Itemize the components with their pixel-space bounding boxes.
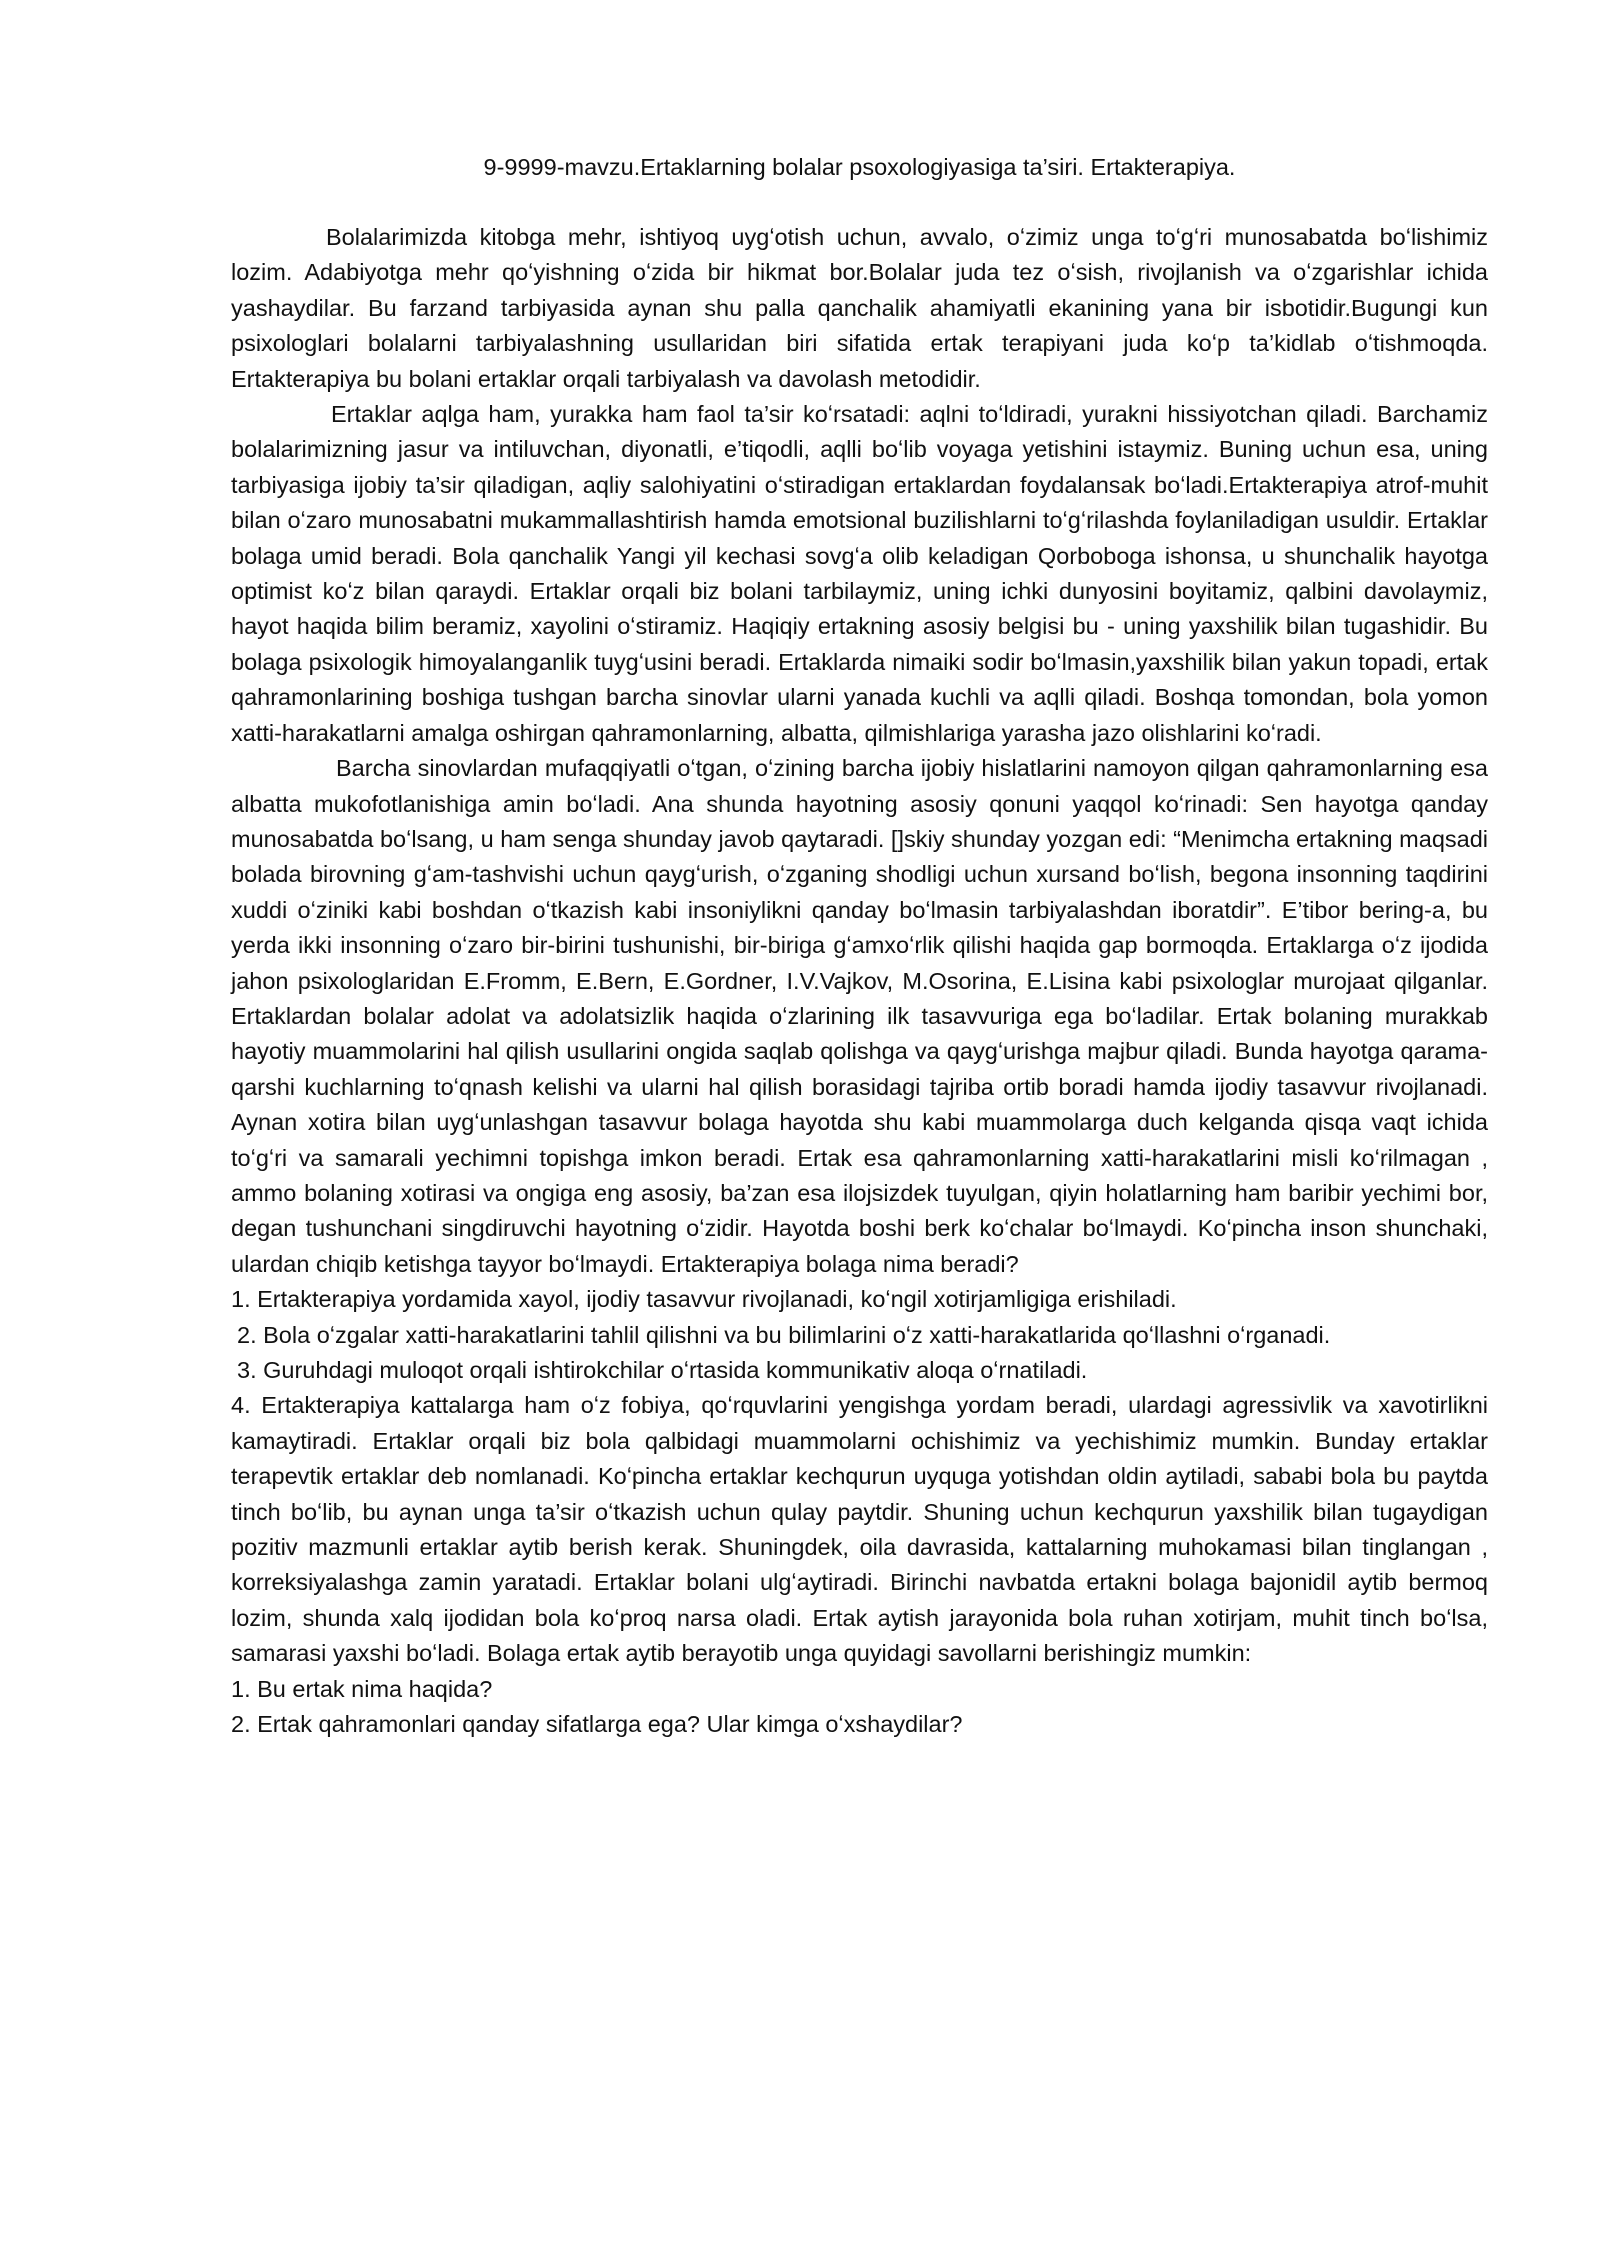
list-item-3: 3. Guruhdagi muloqot orqali ishtirokchilar oʻrtasida kommunikativ aloqa oʻrnatiladi. xyxy=(237,1357,1088,1383)
list-item-2: 2. Bola oʻzgalar xatti-harakatlarini tahlil qilishni va bu bilimlarini oʻz xatti-harakatlarida qoʻllashni oʻrganadi. xyxy=(237,1321,1331,1348)
document-title: 9-9999-mavzu.Ertaklarning bolalar psoxologiyasiga ta’siri. Ertakterapiya. xyxy=(483,154,1236,180)
question-item-2: 2. Ertak qahramonlari qanday sifatlarga ega? Ular kimga oʻxshaydilar? xyxy=(231,1711,963,1738)
question-item-1: 1. Bu ertak nima haqida? xyxy=(231,1675,493,1702)
paragraph-sinovlar: Barcha sinovlardan mufaqqiyatli oʻtgan, oʻzining barcha ijobiy hislatlarini namoyon qilgan qahramonlarning esa albatta mukofotlanishiga amin boʻladi. Ana shunda hayotning asosiy qonuni yaqqol koʻrinadi: Sen hayotga qanday munosabatda boʻlsang, u ham senga shunday javob qaytaradi. []skiy shunday yozgan edi: “Menimcha ertakning maqsadi bolada birovning gʻam-tashvishi uchun qaygʻurish, oʻzganing shodligi uchun xursand boʻlish, begona insonning taqdirini xuddi oʻziniki kabi boshdan oʻtkazish kabi insoniylikni qanday boʻlmasin tarbiyalashdan iboratdir”. E’tibor bering-a, bu yerda ikki insonning oʻzaro bir-birini tushunishi, bir-biriga gʻamxoʻrlik qilishi haqida gap bormoqda. Ertaklarga oʻz ijodida jahon psixologlaridan E.Fromm, E.Bern, E.Gordner, I.V.Vajkov, M.Osorina, E.Lisina kabi psixologlar murojaat qilganlar. Ertaklardan bolalar adolat va adolatsizlik haqida oʻzlarining ilk tasavvuriga ega boʻladilar. Ertak bolaning murakkab hayotiy muammolarini hal qilish usullarini ongida saqlab qolishga va qaygʻurishga majbur qiladi. Bunda hayotga qarama-qarshi kuchlarning toʻqnash kelishi va ularni hal qilish borasidagi tajriba ortib boradi hamda ijodiy tasavvur rivojlanadi. Aynan xotira bilan uygʻunlashgan tasavvur bolaga hayotda shu kabi muammolarga duch kelganda qisqa vaqt ichida toʻgʻri va samarali yechimni topishga imkon beradi. Ertak esa qahramonlarning xatti-harakatlarini misli koʻrilmagan , ammo bolaning xotirasi va ongiga eng asosiy, ba’zan esa ilojsizdek tuyulgan, qiyin holatlarning ham baribir yechimi bor, degan tushunchani singdiruvchi hayotning oʻzidir. Hayotda boshi berk koʻchalar boʻlmaydi. Koʻpincha inson shunchaki, ulardan chiqib ketishga tayyor boʻlmaydi. Ertakterapiya bolaga nima beradi? xyxy=(231,755,1488,1277)
paragraph-intro: Bolalarimizda kitobga mehr, ishtiyoq uygʻotish uchun, avvalo, oʻzimiz unga toʻgʻri munosabatda boʻlishimiz lozim. Adabiyotga mehr qoʻyishning oʻzida bir hikmat bor.Bolalar juda tez oʻsish, rivojlanish va oʻzgarishlar ichida yashaydilar. Bu farzand tarbiyasida aynan shu palla qanchalik ahamiyatli ekanining yana bir isbotidir.Bugungi kun psixologlari bolalarni tarbiyalashning usullaridan biri sifatida ertak terapiyani juda koʻp ta’kidlab oʻtishmoqda. Ertakterapiya bu bolani ertaklar orqali tarbiyalash va davolash metodidir. xyxy=(231,224,1488,392)
document-body xyxy=(231,150,1488,1742)
list-item-4: 4. Ertakterapiya kattalarga ham oʻz fobiya, qoʻrquvlarini yengishga yordam beradi, ulardagi agressivlik va xavotirlikni kamaytiradi. Ertaklar orqali biz bola qalbidagi muammolarni ochishimiz va yechishimiz mumkin. Bunday ertaklar terapevtik ertaklar deb nomlanadi. Koʻpincha ertaklar kechqurun uyquga yotishdan oldin aytiladi, sababi bola bu paytda tinch boʻlib, bu aynan unga ta’sir oʻtkazish uchun qulay paytdir. Shuning uchun kechqurun yaxshilik bilan tugaydigan pozitiv mazmunli ertaklar aytib berish kerak. Shuningdek, oila davrasida, kattalarning muhokamasi bilan tinglangan , korreksiyalashga zamin yaratadi. Ertaklar bolani ulgʻaytiradi. Birinchi navbatda ertakni bolaga bajonidil aytib bermoq lozim, shunda xalq ijodidan bola koʻproq narsa oladi. Ertak aytish jarayonida bola ruhan xotirjam, muhit tinch boʻlsa, samarasi yaxshi boʻladi. Bolaga ertak aytib berayotib unga quyidagi savollarni berishingiz mumkin: xyxy=(231,1392,1488,1667)
paragraph-ertaklar-tasiri: Ertaklar aqlga ham, yurakka ham faol ta’sir koʻrsatadi: aqlni toʻldiradi, yurakni hissiyotchan qiladi. Barchamiz bolalarimizning jasur va intiluvchan, diyonatli, e’tiqodli, aqlli boʻlib voyaga yetishini istaymiz. Buning uchun esa, uning tarbiyasiga ijobiy ta’sir qiladigan, aqliy salohiyatini oʻstiradigan ertaklardan foydalansak boʻladi.Ertakterapiya atrof-muhit bilan oʻzaro munosabatni mukammallashtirish hamda emotsional buzilishlarni toʻgʻrilashda foylaniladigan usuldir. Ertaklar bolaga umid beradi. Bola qanchalik Yangi yil kechasi sovgʻa olib keladigan Qorboboga ishonsa, u shunchalik hayotga optimist koʻz bilan qaraydi. Ertaklar orqali biz bolani tarbilaymiz, uning ichki dunyosini boyitamiz, qalbini davolaymiz, hayot haqida bilim beramiz, xayolini oʻstiramiz. Haqiqiy ertakning asosiy belgisi bu - uning yaxshilik bilan tugashidir. Bu bolaga psixologik himoyalanganlik tuygʻusini beradi. Ertaklarda nimaiki sodir boʻlmasin,yaxshilik bilan yakun topadi, ertak qahramonlarining boshiga tushgan barcha sinovlar ularni yanada kuchli va aqlli qiladi. Boshqa tomondan, bola yomon xatti-harakatlarni amalga oshirgan qahramonlarning, albatta, qilmishlariga yarasha jazo olishlarini koʻradi. xyxy=(231,401,1488,746)
list-item-1: 1. Ertakterapiya yordamida xayol, ijodiy tasavvur rivojlanadi, koʻngil xotirjamligiga erishiladi. xyxy=(231,1286,1177,1313)
